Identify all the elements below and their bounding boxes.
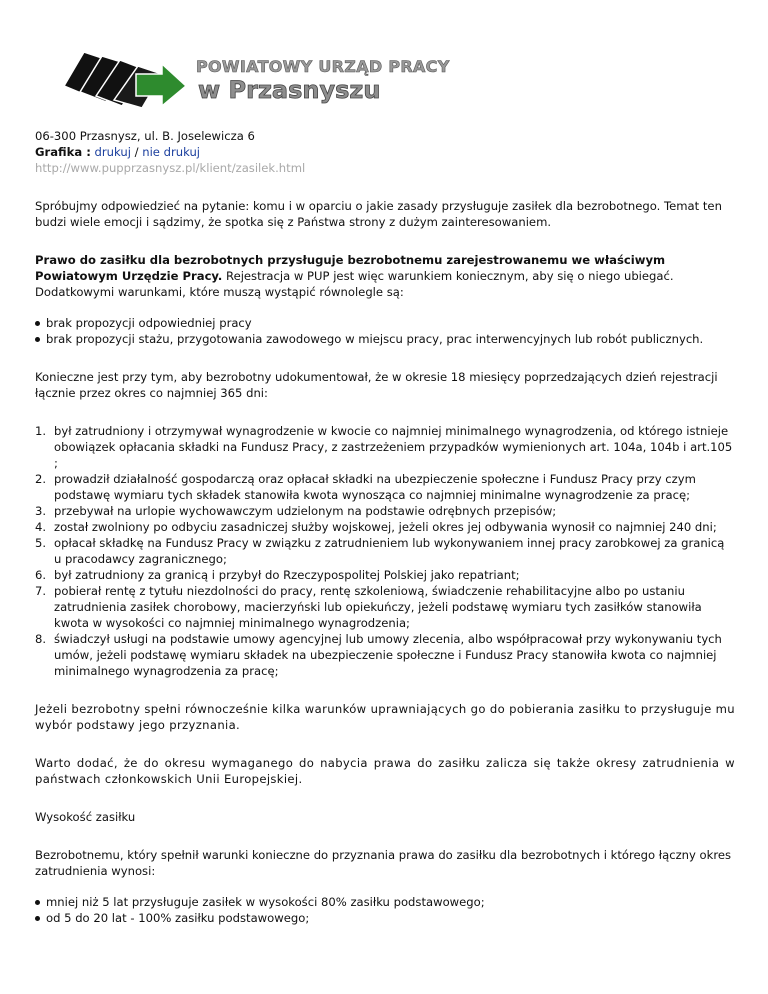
logo-graphic (62, 40, 450, 110)
list-item: był zatrudniony za granicą i przybył do Rzeczypospolitej Polskiej jako repatriant; (54, 568, 520, 582)
logo-line1: POWIATOWY URZĄD PRACY (196, 57, 450, 76)
logo-line2: w Przasnyszu (198, 76, 381, 104)
list-item: prowadził działalność gospodarczą oraz opłacał składki na ubezpieczenie społeczne i Fundusz Pracy przy czym podstawę wymiaru tych składek stanowiła kwota wynosząca co najmniej minimalne wynagrodzenie za pracę; (54, 472, 696, 502)
warto-paragraph: Warto dodać, że do okresu wymaganego do nabycia prawa do zasiłku zalicza się także okresy zatrudnienia w państwach członkowskich Unii Europejskiej. (35, 756, 735, 786)
address: 06-300 Przasnysz, ul. B. Joselewicza 6 (35, 129, 255, 143)
list-item: mniej niż 5 lat przysługuje zasiłek w wysokości 80% zasiłku podstawowego; (35, 894, 735, 910)
list-item: brak propozycji stażu, przygotowania zawodowego w miejscu pracy, prac interwencyjnych lub robót publicznych. (35, 331, 735, 347)
wysokosc-heading: Wysokość zasiłku (35, 810, 136, 824)
konieczne-paragraph: Konieczne jest przy tym, aby bezrobotny udokumentował, że w okresie 18 miesięcy poprzedzających dzień rejestracji łącznie przez okres co najmniej 365 dni: (35, 370, 718, 400)
list-item: brak propozycji odpowiedniej pracy (35, 315, 735, 331)
pup-logo (62, 40, 450, 110)
list-item: świadczył usługi na podstawie umowy agencyjnej lub umowy zlecenia, albo współpracował przy wykonywaniu tych umów, jeżeli podstawę wymiaru składek na ubezpieczenie społeczne i Fundusz Pracy stanowiła kwota co najmniej minimalnego wynagrodzenia za pracę; (54, 632, 722, 678)
nie-drukuj-link[interactable]: nie drukuj (142, 145, 201, 159)
bullets2-list (35, 894, 735, 926)
conditions-list (35, 423, 735, 679)
list-item: był zatrudniony i otrzymywał wynagrodzenie w kwocie co najmniej minimalnego wynagrodzenia, od którego istnieje obowiązek opłacania składki na Fundusz Pracy, z zastrzeżeniem przypadków wymienionych art. 104a, 104b i art.105 ; (54, 424, 733, 470)
section1-bold: Prawo do zasiłku dla bezrobotnych przysługuje bezrobotnemu zarejestrowanemu we właściwym Powiatowym Urzędzie Pracy. (35, 253, 666, 283)
drukuj-link[interactable]: drukuj (94, 145, 131, 159)
section1-rest: Rejestracja w PUP jest więc warunkiem koniecznym, aby się o niego ubiegać. Dodatkowymi warunkami, które muszą wystąpić równolegle są: (35, 269, 674, 299)
content (35, 128, 735, 926)
list-item: od 5 do 20 lat - 100% zasiłku podstawowego; (35, 910, 735, 926)
list-item: został zwolniony po odbyciu zasadniczej służby wojskowej, jeżeli okres jej odbywania wynosił co najmniej 240 dni; (54, 520, 717, 534)
bezrobotnemu-paragraph: Bezrobotnemu, który spełnił warunki konieczne do przyznania prawa do zasiłku dla bezrobotnych i którego łączny okres zatrudnienia wynosi: (35, 848, 732, 878)
jezeli-paragraph: Jeżeli bezrobotny spełni równocześnie kilka warunków uprawniających go do pobierania zasiłku to przysługuje mu wybór podstawy jego przyznania. (35, 702, 735, 732)
intro-paragraph: Spróbujmy odpowiedzieć na pytanie: komu i w oparciu o jakie zasady przysługuje zasiłek dla bezrobotnego. Temat ten budzi wiele emocji i sądzimy, że spotka się z Państwa strony z dużym zainteresowaniem. (35, 199, 722, 229)
bullets1-list (35, 315, 735, 347)
section1-paragraph (35, 252, 735, 300)
grafika-line (35, 144, 735, 160)
list-item: opłacał składkę na Fundusz Pracy w związku z zatrudnieniem lub wykonywaniem innej pracy zarobkowej za granicą u pracodawcy zagranicznego; (54, 536, 725, 566)
list-item: przebywał na urlopie wychowawczym udzielonym na podstawie odrębnych przepisów; (54, 504, 557, 518)
grafika-label: Grafika : (35, 145, 91, 159)
separator: / (134, 145, 139, 159)
page-url: http://www.pupprzasnysz.pl/klient/zasilek.html (35, 161, 306, 175)
list-item: pobierał rentę z tytułu niezdolności do pracy, rentę szkoleniową, świadczenie rehabilitacyjne albo po ustaniu zatrudnienia zasiłek chorobowy, macierzyński lub opiekuńczy, jeżeli podstawę wymiaru tych zasiłków stanowiła kwota w wysokości co najmniej minimalnego wynagrodzenia; (54, 584, 702, 630)
